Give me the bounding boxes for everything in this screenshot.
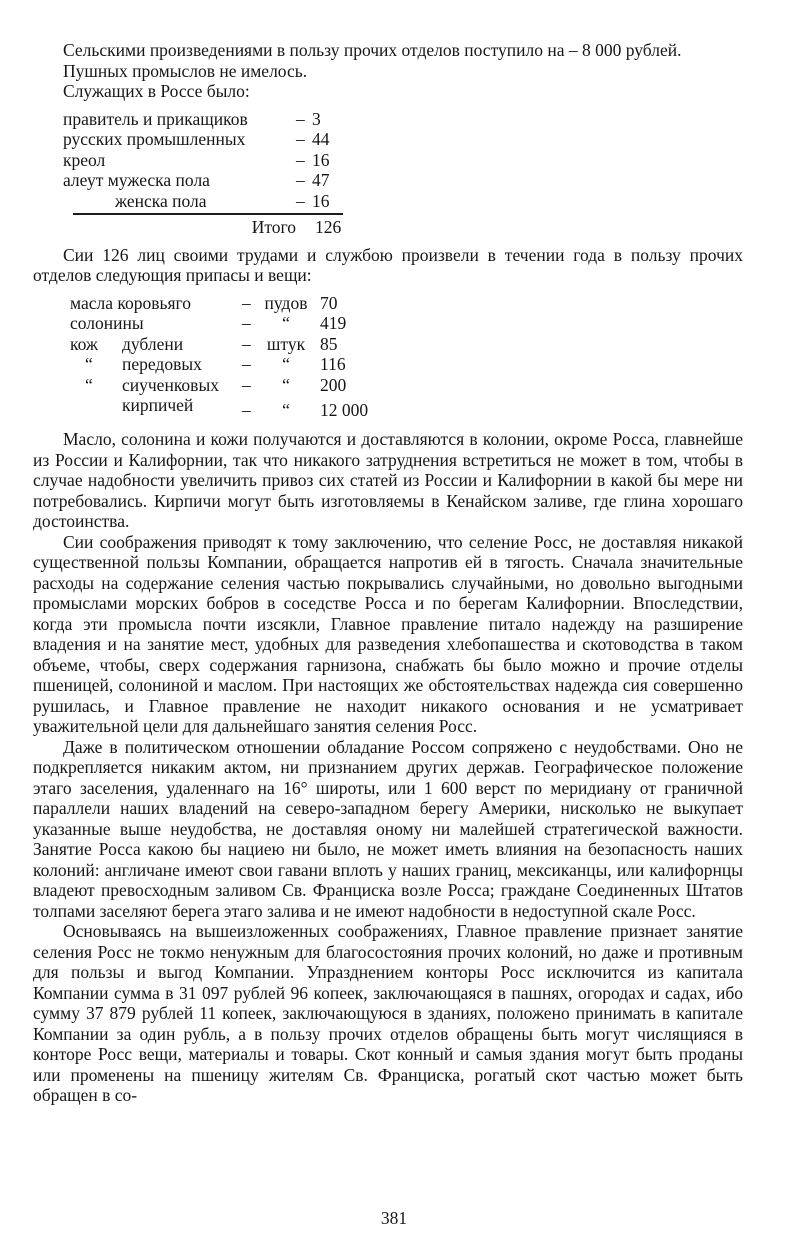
page-number: 381 xyxy=(380,1207,408,1228)
produce-row-unit: “ xyxy=(282,374,290,395)
produce-row-label xyxy=(70,354,242,375)
produce-row-name: солонины xyxy=(70,313,144,333)
produce-row-name: масла коровьяго xyxy=(70,292,192,313)
produce-row-prefix: кож xyxy=(70,333,99,354)
produce-row-name: кирпичей xyxy=(122,395,194,415)
produce-table-row xyxy=(70,313,743,334)
produce-row-label xyxy=(70,313,242,334)
staff-row-value xyxy=(296,129,330,150)
staff-table-row xyxy=(63,150,743,171)
staff-row-count: 16 xyxy=(312,149,330,170)
staff-row-value xyxy=(296,170,330,191)
produce-row-value: 85 xyxy=(320,333,338,354)
produce-row-value: 70 xyxy=(320,292,338,313)
produce-table-row xyxy=(70,395,743,420)
produce-row-unit: “ xyxy=(282,313,290,333)
produce-row-unit: “ xyxy=(282,354,290,374)
produce-row-unit: штук xyxy=(266,333,306,354)
paragraph-agricultural-income: Сельскими произведениями в пользу прочих отделов поступило на – 8 000 рублей. xyxy=(63,40,682,60)
produce-row-label xyxy=(70,375,242,396)
produce-row-label xyxy=(70,334,242,355)
ditto-mark: “ xyxy=(85,354,93,374)
produce-table-row xyxy=(70,293,743,314)
produce-row-name: сиученковых xyxy=(122,374,219,395)
staff-table-row xyxy=(63,170,743,191)
dash: – xyxy=(296,190,305,211)
staff-row-value xyxy=(296,150,330,171)
produce-row-value: 419 xyxy=(320,313,347,333)
dash: – xyxy=(296,170,305,190)
staff-row-count: 3 xyxy=(312,108,321,129)
staff-total-rule xyxy=(73,213,343,215)
paragraph-produce-intro: Сии 126 лиц своими трудами и службою произвели в течении года в пользу прочих отделов следующия припасы и вещи: xyxy=(33,244,743,285)
dash: – xyxy=(242,354,251,374)
produce-row-unit: пудов xyxy=(264,292,308,313)
produce-row-value: 116 xyxy=(320,354,346,374)
dash: – xyxy=(242,292,251,313)
staff-row-label: алеут мужеска пола xyxy=(63,170,210,190)
produce-row-unit: “ xyxy=(282,399,290,420)
produce-row-value: 200 xyxy=(320,374,347,395)
produce-row-label xyxy=(70,395,242,416)
staff-row-label: креол xyxy=(63,149,106,170)
staff-row-count: 16 xyxy=(312,190,330,211)
dash: – xyxy=(242,399,251,420)
produce-table-row xyxy=(70,334,743,355)
dash: – xyxy=(296,129,305,149)
dash: – xyxy=(242,333,251,354)
staff-total-label: Итого xyxy=(251,217,296,237)
paragraph-ross-burden: Сии соображения приводят к тому заключению, что селение Росс, не доставляя никакой существенной пользы Компании, обращается напротив ей в тягость. Сначала значительные расходы на содержание селения частью покрывались случайными, но довольно выгодными промыслами морских бобров в соседстве Росса и по берегам Калифорнии. Впоследствии, когда эти промысла почти изсякли, Главное правление питало надежду на разширение владения и на занятие мест, удобных для разведения хлебопашества и скотоводства в таком объеме, чтобы, сверх содержания гарнизона, снабжать бы было можно и прочие отделы пшеницей, солониной и маслом. При настоящих же обстоятельствах надежда сия совершенно рушилась, и Главное правление не находит никакого основания и не усматривает уважительной цели для дальнейшаго занятия селения Росс. xyxy=(33,531,743,736)
produce-row-name: передовых xyxy=(122,354,202,374)
produce-row-name: дублени xyxy=(122,333,184,354)
dash: – xyxy=(242,374,251,395)
staff-row-value xyxy=(296,191,330,212)
staff-table xyxy=(63,109,743,238)
paragraph-staff-heading: Служащих в Россе было: xyxy=(63,81,250,101)
dash: – xyxy=(296,149,305,170)
staff-row-label: правитель и прикащиков xyxy=(63,108,248,129)
paragraph-fur-trade: Пушных промыслов не имелось. xyxy=(63,60,308,81)
staff-row-label: русских промышленных xyxy=(63,129,246,149)
staff-table-row xyxy=(63,191,743,212)
staff-row-label: женска пола xyxy=(115,190,207,211)
dash: – xyxy=(296,108,305,129)
produce-table-row xyxy=(70,354,743,375)
paragraph-liquidation-conclusion: Основываясь на вышеизложенных соображениях, Главное правление признает занятие селения Росс не токмо ненужным для благосостояния прочих колоний, но даже и противным для пользы и выгод Компании. Упразднением конторы Росс исключится из капитала Компании сумма в 31 097 рублей 96 копеек, заключающаяся в пашнях, огородах и садах, ибо сумму 37 879 рублей 11 копеек, заключающуюся в зданиях, положено принимать в капитале Компании за один рубль, а в пользу прочих отделов обращены быть могут числящияся в конторе Росс вещи, материалы и товары. Скот конный и самыя здания могут быть проданы или променены на пшеницу жителям Св. Франциска, рогатый скот частью может быть обращен в со- xyxy=(33,921,743,1105)
staff-row-count: 44 xyxy=(312,129,330,149)
produce-table xyxy=(70,293,743,421)
produce-table-row xyxy=(70,375,743,396)
paragraph-political-considerations: Даже в политическом отношении обладание Россом сопряжено с неудобствами. Оно не подкрепляется никаким актом, ни признанием других держав. Географическое положение этаго заселения, удаленнаго на 16° широты, или 1 600 верст по меридиану от граничной параллели наших владений на северо-западном берегу Америки, нисколько не выкупает указанные выше неудобства, не доставляя оному ни малейшей стратегической важности. Занятие Росса какою бы нациею ни было, не может иметь влияния на безопасность наших колоний: англичане имеют свои гавани вплоть у наших границ, мексиканцы, или калифорнцы владеют превосходным заливом Св. Франциска возле Росса; граждане Соединенных Штатов толпами заселяют берега этаго залива и не имеют надобности в недоступной скале Росс. xyxy=(33,736,743,921)
ditto-mark: “ xyxy=(85,374,93,395)
staff-total-value: 126 xyxy=(315,217,342,237)
produce-row-label xyxy=(70,293,242,314)
paragraph-supply-sources: Масло, солонина и кожи получаются и доставляются в колонии, окроме Росса, главнейше из России и Калифорнии, так что никакого затруднения встретиться не может в том, чтобы в случае надобности увеличить привоз сих статей из России и Калифорнии в какой бы мере ни потребовались. Кирпичи могут быть изготовляемы в Кенайском заливе, где глина хорошаго достоинства. xyxy=(33,429,743,531)
staff-row-value xyxy=(296,109,321,130)
staff-table-row xyxy=(63,109,743,130)
staff-table-row xyxy=(63,129,743,150)
produce-row-value: 12 000 xyxy=(320,399,369,420)
produce-row-prefix xyxy=(70,395,122,416)
dash: – xyxy=(242,313,251,333)
staff-total-row xyxy=(63,217,743,238)
staff-row-count: 47 xyxy=(312,170,330,190)
